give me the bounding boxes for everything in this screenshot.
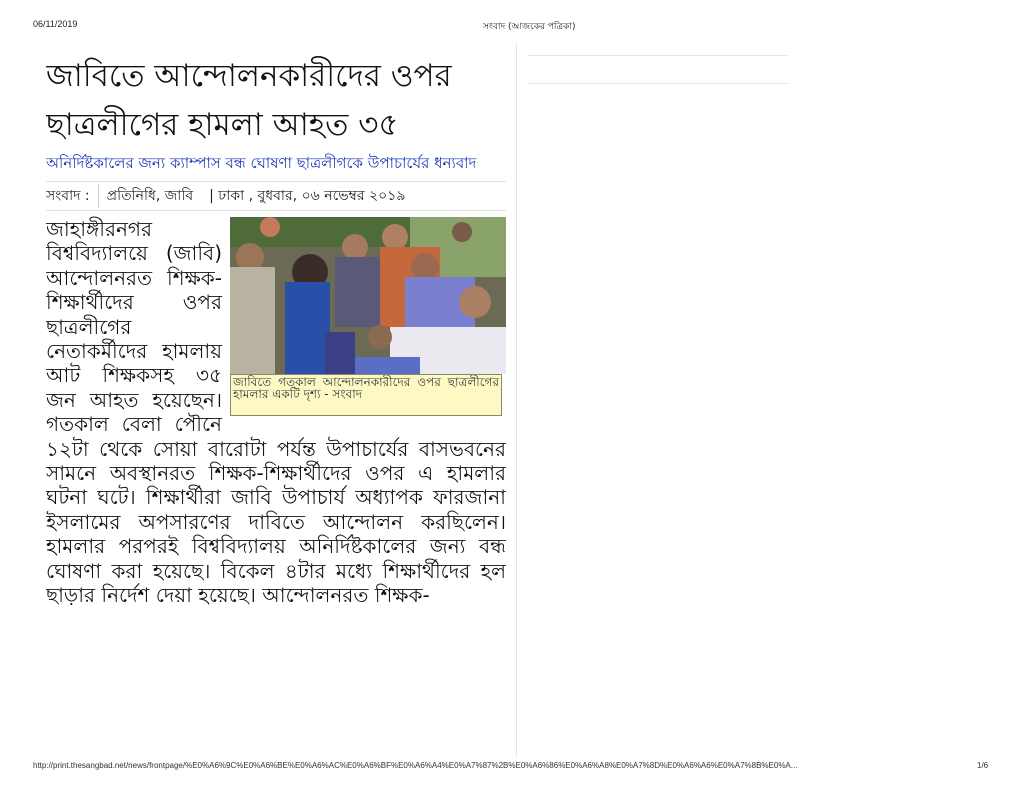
dateline: | ঢাকা , বুধবার, ০৬ নভেম্বর ২০১৯ — [209, 188, 406, 204]
print-date: 06/11/2019 — [33, 19, 78, 29]
crowd-photo — [230, 217, 506, 374]
reporter-name: প্রতিনিধি, জাবি — [106, 188, 194, 204]
article-headline: জাবিতে আন্দোলনকারীদের ওপর ছাত্রলীগের হামলা আহত ৩৫ — [46, 58, 452, 143]
publication-title: সংবাদ (আজকের পত্রিকা) — [483, 22, 576, 32]
news-photo — [230, 217, 506, 422]
article-subheadline: অনির্দিষ্টকালের জন্য ক্যাম্পাস বন্ধ ঘোষণা ছাত্রলীগকে উপাচার্যের ধন্যবাদ — [46, 154, 477, 172]
byline-bar — [46, 181, 506, 211]
article-column — [46, 52, 506, 752]
sidebar-rule — [528, 55, 788, 56]
byline-label: সংবাদ : — [46, 184, 99, 208]
article-body: জাহাঙ্গীরনগর বিশ্ববিদ্যালয়ে (জাবি) আন্দোলনরত শিক্ষক-শিক্ষার্থীদের ওপর ছাত্রলীগের নেতাকর্মীদের হামলায় আট শিক্ষকসহ ৩৫ জন আহত হয়েছেন। গতকাল বেলা পৌনে ১২টা থেকে সোয়া বারোটা পর্যন্ত উপাচার্যের বাসভবনের সামনে অবস্থানরত শিক্ষক-শিক্ষার্থীদের ওপর এ হামলার ঘটনা ঘটে। শিক্ষার্থীরা জাবি উপাচার্য অধ্যাপক ফারজানা ইসলামের অপসারণের দাবিতে আন্দোলন করছিলেন। হামলার পরপরই বিশ্ববিদ্যালয় অনির্দিষ্টকালের জন্য বন্ধ ঘোষণা করা হয়েছে। বিকেল ৪টার মধ্যে শিক্ষার্থীদের হল ছাড়ার নির্দেশ দেয়া হয়েছে। আন্দোলনরত শিক্ষক- — [46, 217, 506, 608]
page-number: 1/6 — [977, 761, 989, 770]
print-url: http://print.thesangbad.net/news/frontpage/%E0%A6%9C%E0%A6%BE%E0%A6%AC%E0%A6%BF%E0%A6%A4%E0%A7%87%2B%E0%A6%86%E0%A6%A8%E0%A7%8D%E0%A6%A6%E0%A7%8B%E0%A... — [33, 761, 798, 770]
column-divider — [516, 44, 517, 756]
sidebar-rule — [528, 83, 788, 84]
article-body-wrap — [46, 217, 506, 608]
photo-caption: জাবিতে গতকাল আন্দোলনকারীদের ওপর ছাত্রলীগের হামলার একটি দৃশ্য - সংবাদ — [230, 374, 502, 416]
